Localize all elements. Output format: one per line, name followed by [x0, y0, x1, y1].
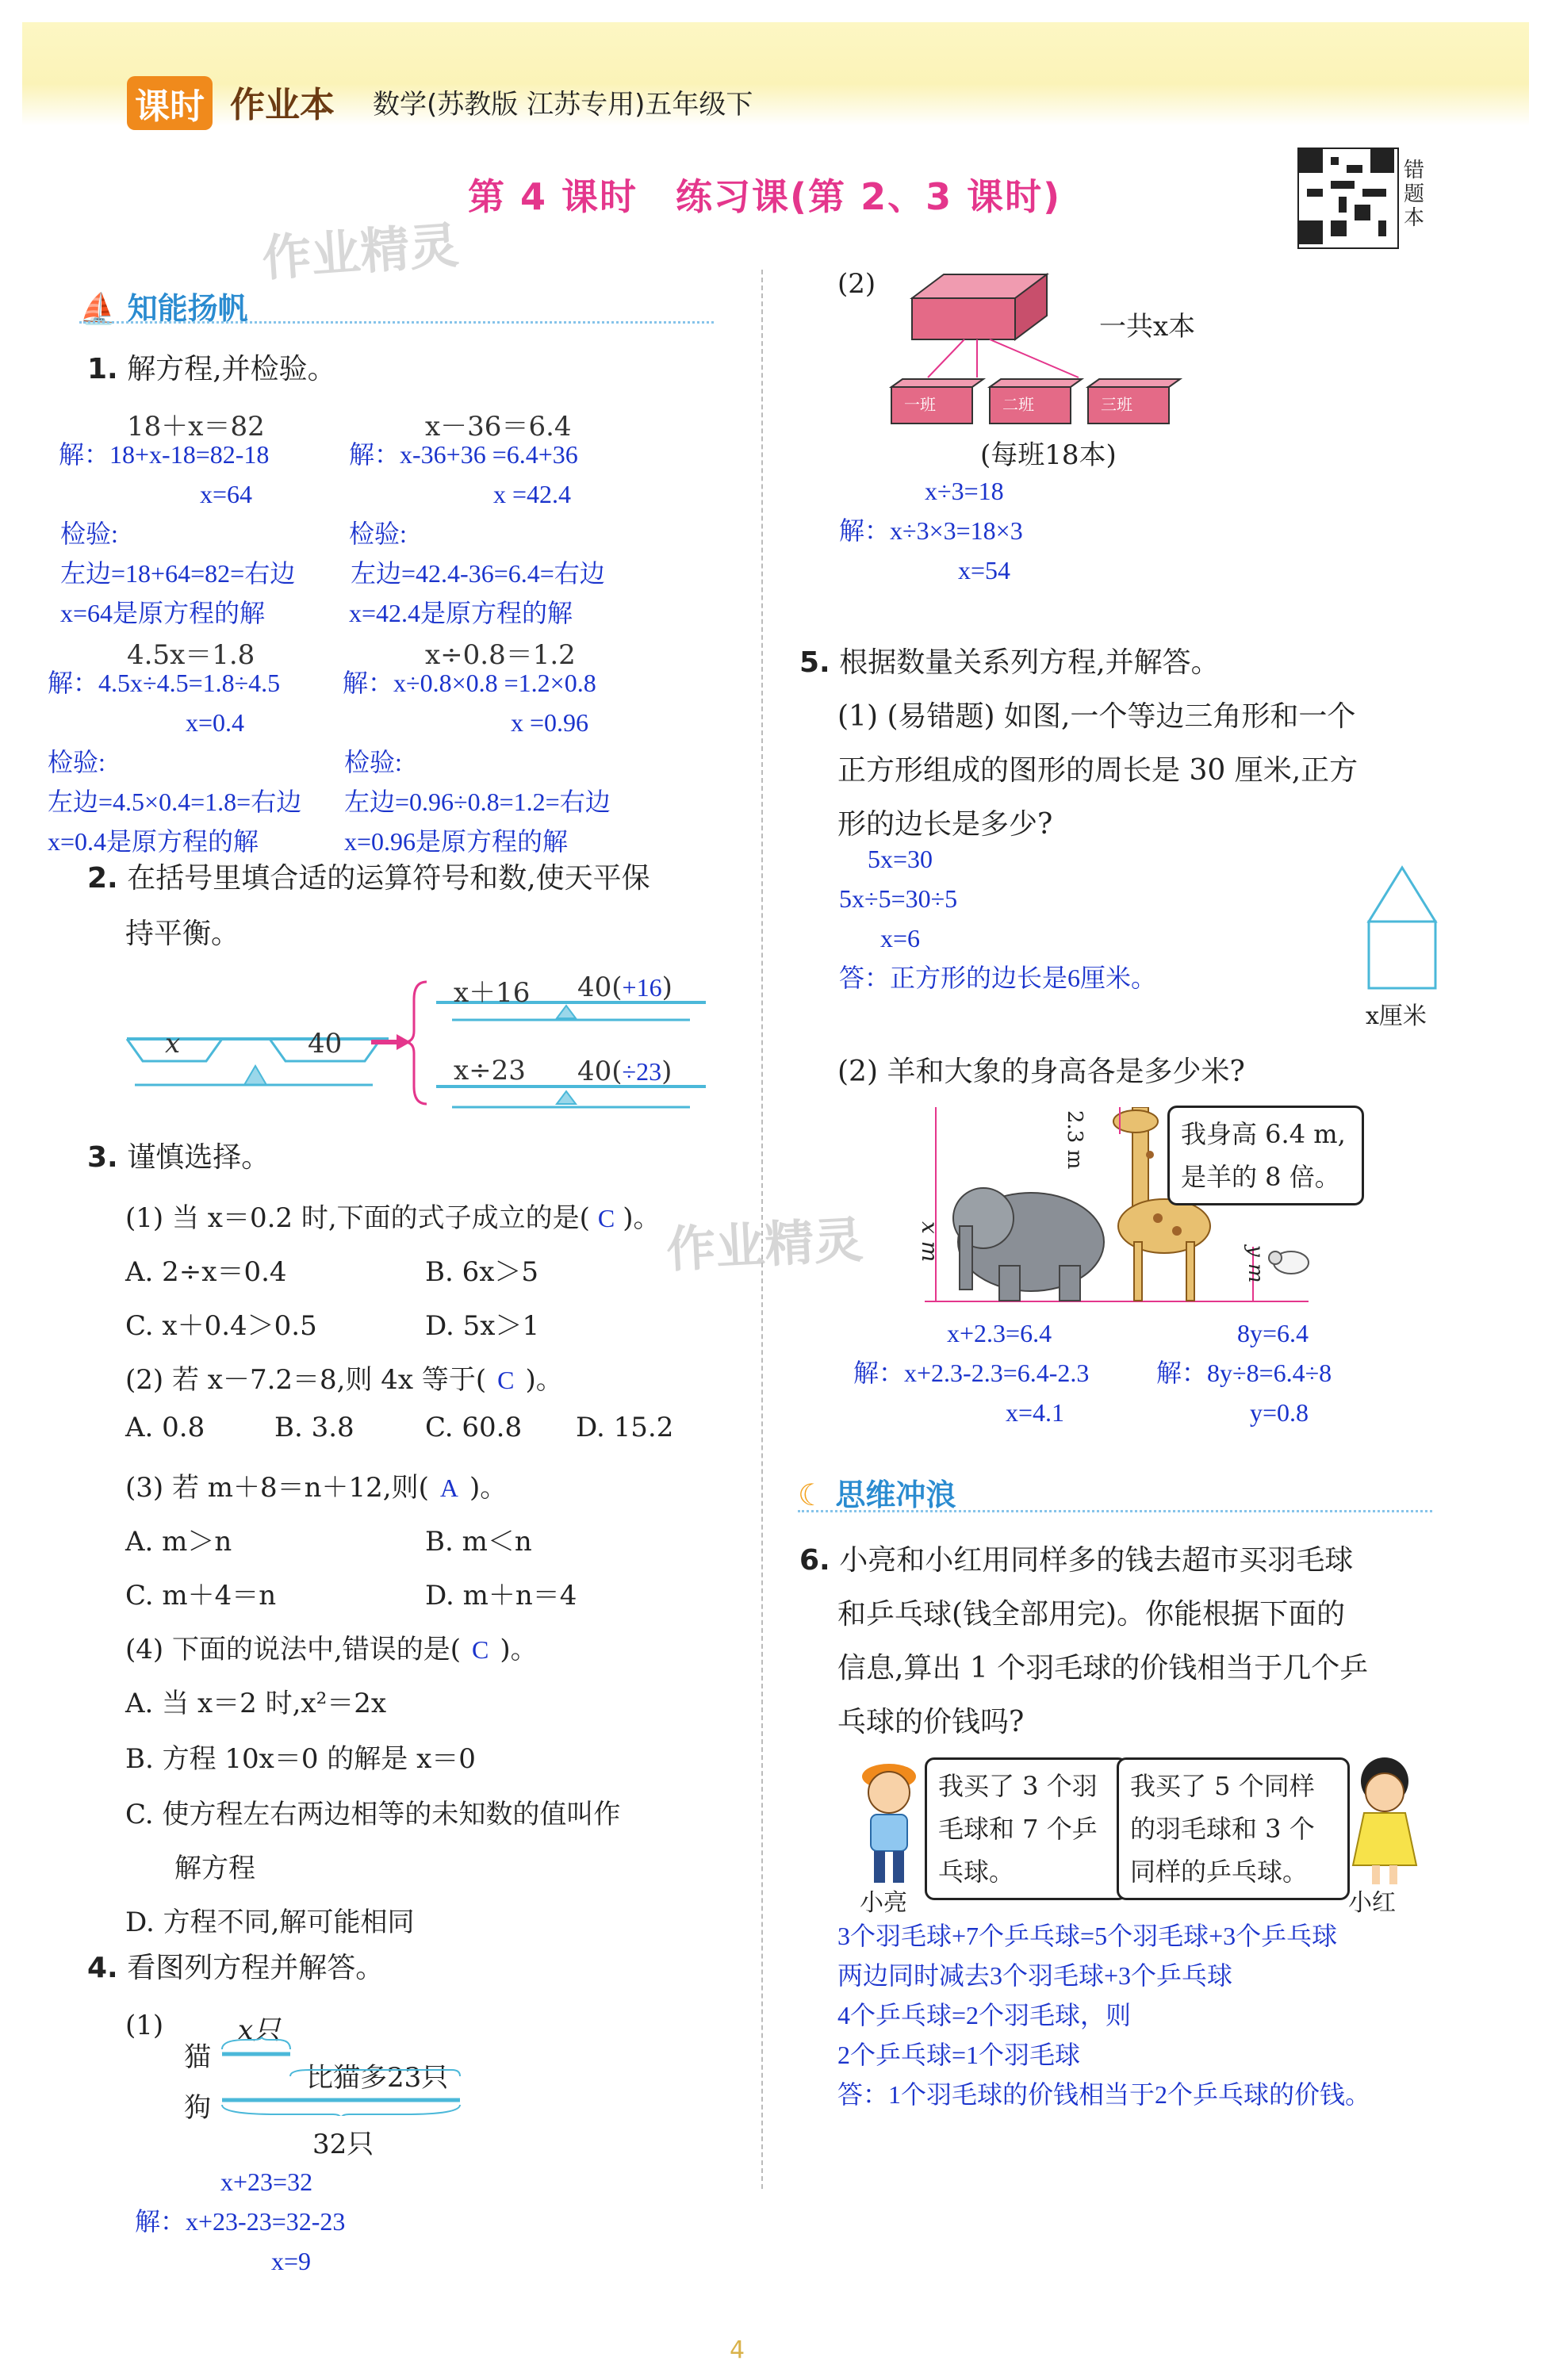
- section-rule-right: [798, 1510, 1432, 1512]
- girl-name: 小红: [1348, 1889, 1396, 1917]
- q1b-check1: 左边=42.4-36=6.4=右边: [351, 559, 605, 588]
- q1a-equation: 18＋x＝82: [127, 411, 265, 443]
- section-title-right: [798, 1470, 956, 1514]
- q3-p4-optD: D. 方程不同,解可能相同: [125, 1907, 415, 1938]
- q1a-check2: x=64是原方程的解: [60, 599, 266, 627]
- r2-right: 40(÷23): [577, 1056, 673, 1087]
- house-shape: [1362, 864, 1442, 1007]
- left-pan-x: x: [165, 1028, 181, 1060]
- dog-label: 狗: [184, 2092, 211, 2124]
- q1b-line2: x =42.4: [493, 480, 572, 508]
- q3-p3-optB: B. m＜n: [425, 1526, 532, 1558]
- q4-p1-ans: x=9: [271, 2247, 312, 2275]
- q3-p2-optC: C. 60.8: [425, 1412, 523, 1443]
- q1c-check: 检验:: [48, 748, 105, 776]
- q5-p2-e3: x=4.1: [1006, 1398, 1065, 1427]
- side-label: x厘米: [1366, 1002, 1427, 1030]
- r1-left: x＋16: [454, 977, 531, 1009]
- q1a-check1: 左边=18+64=82=右边: [60, 559, 296, 588]
- lesson-title: 第 4 课时 练习课(第 2、3 课时): [468, 175, 1062, 218]
- giraffe-speech-bubble: [1167, 1106, 1364, 1205]
- q3-p3-optC: C. m＋4＝n: [125, 1580, 277, 1612]
- q6-a4: 2个乒乓球=1个羽毛球: [837, 2041, 1081, 2069]
- q1d-line1: 解：x÷0.8×0.8 =1.2×0.8: [343, 669, 596, 697]
- q3-p2-optA: A. 0.8: [125, 1412, 205, 1443]
- q4-p1-sol: 解：x+23-23=32-23: [135, 2207, 346, 2236]
- class1-label: 一班: [904, 395, 936, 414]
- girl-speech-bubble: [1117, 1757, 1350, 1900]
- height-diff-label: 2.3 m: [1063, 1110, 1086, 1170]
- q3-p1-optD: D. 5x＞1: [425, 1310, 540, 1342]
- q4-p2-sol: 解：x÷3×3=18×3: [839, 516, 1023, 545]
- watermark-mid: 作业精灵: [665, 1210, 865, 1279]
- r1-right: 40(+16): [577, 972, 673, 1003]
- q3-p2-optD: D. 15.2: [576, 1412, 674, 1443]
- section-rule-left: [79, 321, 714, 324]
- q1b-line1: 解：x-36+36 =6.4+36: [349, 440, 578, 469]
- r1-answer: +16: [622, 973, 662, 1002]
- section-left-label: 知能扬帆: [127, 291, 248, 326]
- section-right-label: 思维冲浪: [835, 1477, 956, 1512]
- q3-p4-optC2: 解方程: [174, 1853, 255, 1884]
- q3-p3-optD: D. m＋n＝4: [425, 1580, 577, 1612]
- q1c-line2: x=0.4: [186, 708, 245, 737]
- q3-p4-optB: B. 方程 10x＝0 的解是 x＝0: [125, 1743, 476, 1775]
- bubble-line1: 我身高 6.4 m,: [1181, 1119, 1346, 1149]
- q5-p1-a1: 5x=30: [868, 845, 933, 873]
- bubble-line2: 是羊的 8 倍。: [1181, 1162, 1340, 1192]
- q6-line2: 和乒乓球(钱全部用完)。你能根据下面的: [837, 1598, 1346, 1631]
- page-number: 4: [730, 2336, 745, 2364]
- q6-a3: 4个乒乓球=2个羽毛球，则: [837, 2001, 1132, 2029]
- sheep-height-label: y m: [1244, 1245, 1267, 1283]
- q5-p2-e1: x+2.3=6.4: [947, 1319, 1052, 1347]
- q3-p2: (2) 若 x－7.2＝8,则 4x 等于( C )。: [125, 1364, 563, 1396]
- girl-bubble-line3: 同样的乒乓球。: [1130, 1857, 1309, 1887]
- column-divider: [761, 270, 763, 2189]
- q4-p2-eq: x÷3=18: [925, 477, 1004, 505]
- qr-code[interactable]: [1297, 148, 1399, 249]
- q3-p3: (3) 若 m＋8＝n＋12,则( A )。: [125, 1472, 508, 1504]
- q5-p2-s3: y=0.8: [1250, 1398, 1309, 1427]
- q5-p2-s2: 解：8y÷8=6.4÷8: [1156, 1359, 1332, 1387]
- q1c-check1: 左边=4.5×0.4=1.8=右边: [48, 788, 302, 816]
- q4-prompt: 4. 看图列方程并解答。: [87, 1952, 385, 1984]
- q3-prompt: 3. 谨慎选择。: [87, 1141, 270, 1174]
- q6-a5: 答：1个羽毛球的价钱相当于2个乒乓球的价钱。: [837, 2080, 1371, 2109]
- q1a-line1: 解：18+x-18=82-18: [59, 440, 270, 469]
- q6-line3: 信息,算出 1 个羽毛球的价钱相当于几个乒: [837, 1652, 1369, 1684]
- r2-left: x÷23: [454, 1055, 526, 1087]
- q4-p2-label: (2): [837, 268, 876, 300]
- r2-answer: ÷23: [622, 1057, 662, 1086]
- class3-label: 三班: [1101, 395, 1132, 414]
- q5-p1-a3: x=6: [880, 924, 921, 952]
- q1d-check: 检验:: [344, 748, 402, 776]
- q1d-equation: x÷0.8＝1.2: [425, 639, 576, 671]
- q5-prompt: 5. 根据数量关系列方程,并解答。: [799, 646, 1220, 679]
- q5-p1-line2: 正方形组成的图形的周长是 30 厘米,正方: [837, 754, 1358, 787]
- more-label: 比猫多23只: [306, 2062, 449, 2094]
- boy-bubble-line1: 我买了 3 个羽: [938, 1771, 1098, 1801]
- q3-p4-optA: A. 当 x＝2 时,x²＝2x: [125, 1688, 387, 1719]
- brand-logo: 课时: [127, 76, 213, 130]
- q3-p1-optA: A. 2÷x＝0.4: [125, 1256, 287, 1288]
- cat-label: 猫: [184, 2041, 211, 2073]
- sheep-icon: [1269, 1251, 1309, 1274]
- q1-prompt: 1. 解方程,并检验。: [87, 353, 336, 385]
- q5-p1-line1: (1) (易错题) 如图,一个等边三角形和一个: [837, 700, 1356, 733]
- q3-p1-optB: B. 6x＞5: [425, 1256, 539, 1288]
- q2-prompt-line2: 持平衡。: [125, 918, 240, 950]
- q5-p2-e2: 解：x+2.3-2.3=6.4-2.3: [853, 1359, 1090, 1387]
- q3-p1-answer: C: [597, 1204, 615, 1232]
- sail-icon: ⛵: [79, 291, 117, 326]
- subject-label: 数学(苏教版 江苏专用)五年级下: [373, 89, 753, 121]
- brace: [404, 982, 427, 1104]
- boy-name: 小亮: [860, 1889, 907, 1917]
- q3-p4-optC1: C. 使方程左右两边相等的未知数的值叫作: [125, 1799, 621, 1830]
- q6-line1: 6. 小亮和小红用同样多的钱去超市买羽毛球: [799, 1544, 1354, 1577]
- q1c-check2: x=0.4是原方程的解: [48, 827, 259, 856]
- segment-diagram: [214, 2037, 476, 2116]
- girl-bubble-line1: 我买了 5 个同样: [1130, 1771, 1315, 1801]
- q3-p1: (1) 当 x＝0.2 时,下面的式子成立的是( C )。: [125, 1202, 661, 1234]
- q5-p2: (2) 羊和大象的身高各是多少米?: [837, 1056, 1245, 1088]
- books-diagram: [888, 266, 1221, 433]
- girl-icon: [1345, 1754, 1424, 1889]
- q1b-check2: x=42.4是原方程的解: [349, 599, 573, 627]
- right-pan-40: 40: [308, 1028, 343, 1060]
- q4-p2-ans: x=54: [958, 556, 1011, 584]
- q2-prompt: 2. 在括号里填合适的运算符号和数,使天平保: [87, 862, 650, 895]
- q1d-check1: 左边=0.96÷0.8=1.2=右边: [344, 788, 611, 816]
- total-label: 32只: [312, 2129, 374, 2160]
- q6-a2: 两边同时减去3个羽毛球+3个乒乓球: [837, 1961, 1233, 1990]
- q3-p2-optB: B. 3.8: [274, 1412, 354, 1443]
- q1b-equation: x－36＝6.4: [425, 411, 572, 443]
- q1d-check2: x=0.96是原方程的解: [344, 827, 569, 856]
- class2-label: 二班: [1002, 395, 1034, 414]
- q1d-line2: x =0.96: [511, 708, 589, 737]
- q6-line4: 乓球的价钱吗?: [837, 1706, 1025, 1738]
- boy-bubble-line2: 毛球和 7 个乒: [938, 1814, 1098, 1844]
- girl-bubble-line2: 的羽毛球和 3 个: [1130, 1814, 1315, 1844]
- watermark: 作业精灵: [260, 216, 461, 288]
- q3-p4-answer: C: [472, 1635, 489, 1664]
- q5-p1-a2: 5x÷5=30÷5: [839, 884, 958, 913]
- q1a-line2: x=64: [200, 480, 253, 508]
- elephant-icon: [953, 1188, 1104, 1301]
- q4-p1-label: (1): [125, 2010, 164, 2041]
- per-class-label: (每班18本): [980, 439, 1117, 471]
- elephant-height-label: x m: [917, 1221, 943, 1263]
- boy-bubble-line3: 乓球。: [938, 1857, 1015, 1887]
- q5-p1-line3: 形的边长是多少?: [837, 808, 1053, 841]
- q1c-equation: 4.5x＝1.8: [127, 639, 255, 671]
- qr-label: 错题本: [1404, 159, 1425, 230]
- q4-p1-eq: x+23=32: [220, 2167, 313, 2196]
- boy-speech-bubble: [925, 1757, 1128, 1900]
- q3-p1-optC: C. x＋0.4＞0.5: [125, 1310, 317, 1342]
- q3-p3-answer: A: [439, 1474, 458, 1502]
- brand-name: 作业本: [230, 85, 335, 125]
- q6-a1: 3个羽毛球+7个乒乓球=5个羽毛球+3个乒乓球: [837, 1922, 1338, 1950]
- books-total-label: 一共x本: [1099, 311, 1196, 343]
- qr-code-icon: [1299, 149, 1394, 244]
- q5-p1-a4: 答：正方形的边长是6厘米。: [839, 964, 1157, 992]
- q1c-line1: 解：4.5x÷4.5=1.8÷4.5: [48, 669, 281, 697]
- wave-icon: ☾: [798, 1477, 826, 1512]
- q3-p4: (4) 下面的说法中,错误的是( C )。: [125, 1634, 538, 1665]
- boy-icon: [853, 1754, 925, 1889]
- q5-p2-s1: 8y=6.4: [1237, 1319, 1309, 1347]
- x-label: x只: [238, 2014, 281, 2046]
- q3-p2-answer: C: [497, 1366, 515, 1394]
- balance-right-bottom: [436, 1087, 706, 1107]
- q1b-check: 检验:: [349, 519, 407, 548]
- q3-p3-optA: A. m＞n: [125, 1526, 232, 1558]
- q1a-check: 检验:: [60, 519, 118, 548]
